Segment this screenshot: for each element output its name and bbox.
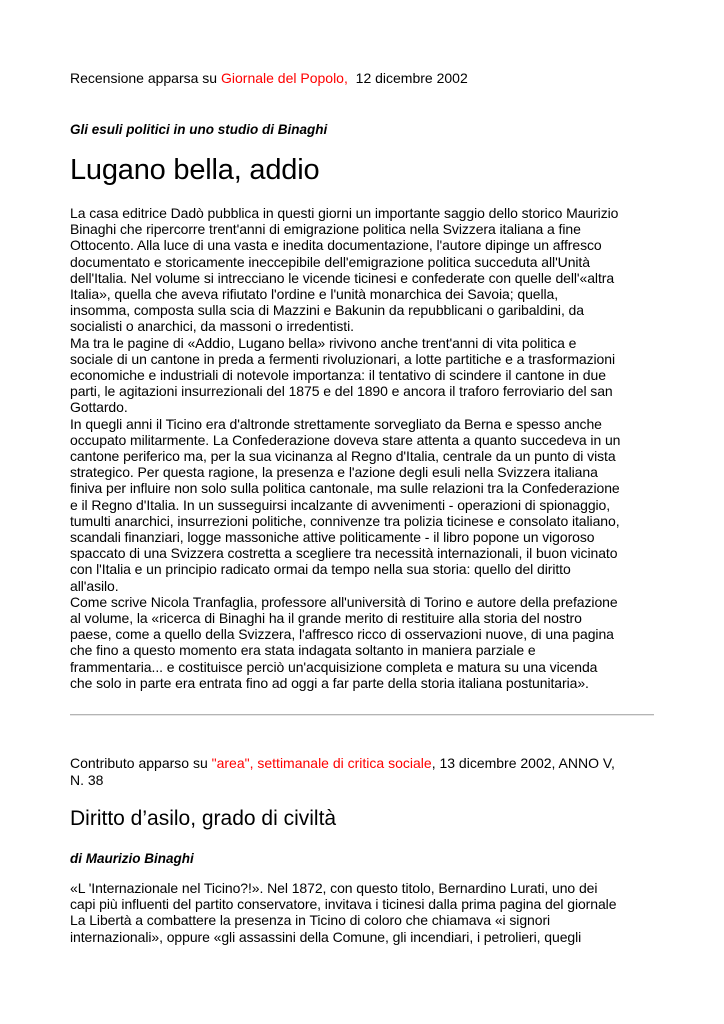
article-source-name: "area", settimanale di critica sociale (211, 755, 432, 771)
article-source-suffix: , 13 dicembre 2002, ANNO V, N. 38 (70, 755, 615, 788)
review-title: Lugano bella, addio (70, 154, 320, 186)
review-source-date: 12 dicembre 2002 (347, 70, 468, 86)
review-source-line (70, 70, 654, 87)
review-body: La casa editrice Dadò pubblica in questi giorni un importante saggio dello storico Maurizio Binaghi che ripercorre trent'anni di emigrazione politica nella Svizzera italiana a fine Ottocento. Alla luce di una vasta e inedita documentazione, l'autore dipinge un affresco documentato e storicamente ineccepibile dell'emigrazione politica succeduta all'Unità dell'Italia. Nel volume si intrecciano le vicende ticinesi e confederate con quelle dell'«altra Italia», quella che aveva rifiutato l'ordine e l'unità monarchica dei Savoia; quella, insomma, composta sulla scia di Mazzini e Bakunin da repubblicani o garibaldini, da socialisti o anarchici, da massoni o irredentisti. Ma tra le pagine di «Addio, Lugano bella» rivivono anche trent'anni di vita politica e sociale di un cantone in preda a fermenti rivoluzionari, a lotte partitiche e a trasformazioni economiche e industriali di notevole importanza: il tentativo di scindere il cantone in due parti, le agitazioni insurrezionali del 1875 e del 1890 e ancora il traforo ferroviario del san Gottardo. In quegli anni il Ticino era d'altronde strettamente sorvegliato da Berna e spesso anche occupato militarmente. La Confederazione doveva stare attenta a quanto succedeva in un cantone periferico ma, per la sua vicinanza al Regno d'Italia, centrale da un punto di vista strategico. Per questa ragione, la presenza e l'azione degli esuli nella Svizzera italiana finiva per influire non solo sulla politica cantonale, ma sulle relazioni tra la Confederazione e il Regno d'Italia. In un susseguirsi incalzante di avvenimenti - operazioni di spionaggio, tumulti anarchici, insurrezioni politiche, connivenze tra polizia ticinese e consolato italiano, scandali finanziari, logge massoniche attive politicamente - il libro popone un vigoroso spaccato di una Svizzera costretta a scegliere tra necessità internazionali, il buon vicinato con l'Italia e un principio radicato ormai da tempo nella sua storia: quello del diritto all'asilo. Come scrive Nicola Tranfaglia, professore all'università di Torino e autore della prefazione al volume, la «ricerca di Binaghi ha il grande merito di restituire alla storia del nostro paese, come a quello della Svizzera, l'affresco ricco di osservazioni nuove, di una pagina che fino a questo momento era stata indagata soltanto in maniera parziale e frammentaria... e costituisce perciò un'acquisizione completa e matura su una vicenda che solo in parte era entrata fino ad oggi a far parte della storia italiana postunitaria». (70, 205, 621, 691)
review-source-prefix: Recensione apparsa su (70, 70, 221, 86)
section-divider (70, 714, 654, 716)
article-source-line (70, 755, 654, 789)
article-byline: di Maurizio Binaghi (70, 851, 194, 866)
article-body: «L 'Internazionale nel Ticino?!». Nel 1872, con questo titolo, Bernardino Lurati, uno dei capi più influenti del partito conservatore, invitava i ticinesi dalla prima pagina del giornale La Libertà a combattere la presenza in Ticino di coloro che chiamava «i signori internazionali», oppure «gli assassini della Comune, gli incendiari, i petrolieri, quegli (70, 880, 617, 945)
review-subtitle: Gli esuli politici in uno studio di Binaghi (70, 122, 328, 137)
review-source-name: Giornale del Popolo, (221, 70, 348, 86)
article-title: Diritto d’asilo, grado di civiltà (70, 807, 337, 830)
article-source-prefix: Contributo apparso su (70, 755, 212, 771)
